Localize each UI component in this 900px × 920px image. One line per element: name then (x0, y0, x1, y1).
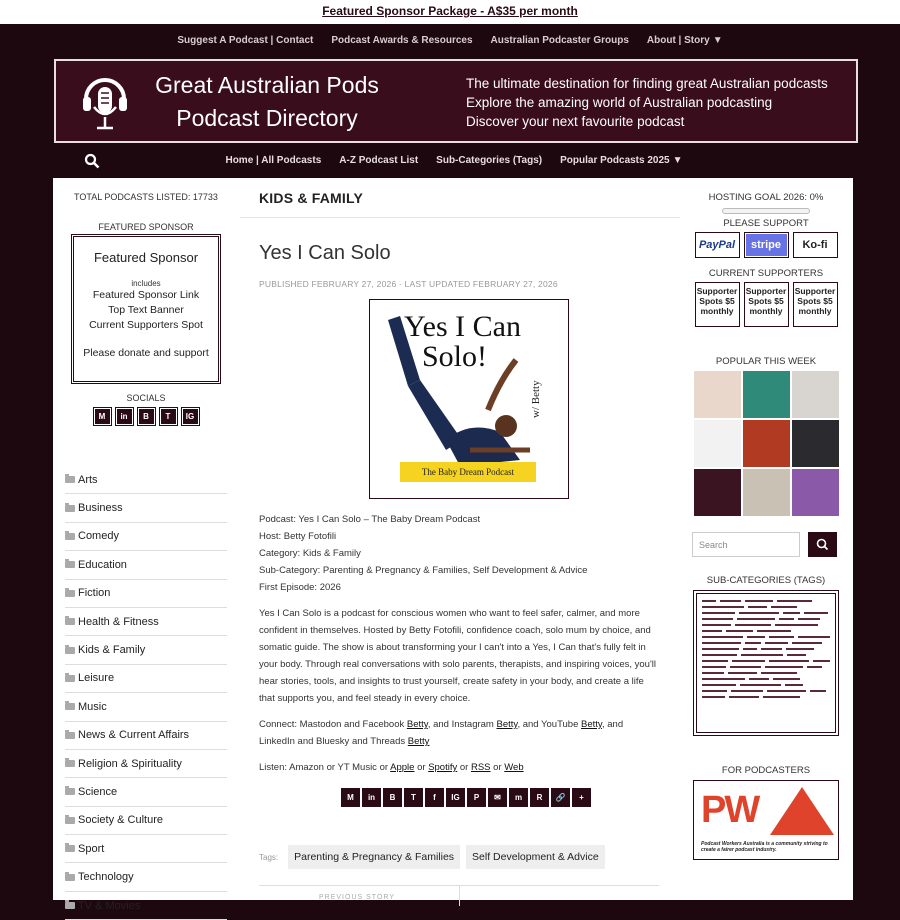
site-title-line1: Great Australian Pods (155, 72, 379, 98)
category-item[interactable] (65, 494, 227, 522)
category-item[interactable] (65, 807, 227, 835)
category-label: TV & Movies (78, 899, 141, 912)
search-input[interactable]: Search (692, 532, 800, 557)
search-button[interactable] (808, 532, 837, 557)
podcast-cover-image (369, 299, 569, 499)
post-navigation (259, 885, 659, 905)
folder-icon (65, 788, 75, 795)
site-banner[interactable] (54, 59, 858, 143)
payment-options (691, 232, 841, 258)
share-pinterest-icon[interactable]: P (467, 788, 486, 807)
kofi-button[interactable]: Ko-fi (793, 232, 838, 258)
podcast-microphone-icon (82, 73, 128, 131)
share-email-icon[interactable]: ✉ (488, 788, 507, 807)
right-sidebar (691, 178, 841, 860)
category-item[interactable] (65, 892, 227, 920)
subcategories-heading: SUB-CATEGORIES (TAGS) (706, 575, 826, 586)
popular-podcasts-grid (691, 371, 841, 516)
folder-icon (65, 590, 75, 597)
folder-icon (65, 618, 75, 625)
site-title-line2: Podcast Directory (176, 105, 358, 131)
sponsor-donate: Please donate and support (83, 347, 209, 359)
sponsor-line2: Top Text Banner (108, 304, 184, 316)
tagline-line3: Discover your next favourite podcast (466, 114, 685, 129)
nav-subcategories[interactable]: Sub-Categories (Tags) (436, 155, 543, 166)
hosting-goal: HOSTING GOAL 2026: 0% (708, 192, 824, 203)
popular-podcast-thumb[interactable] (792, 469, 839, 516)
cover-title-line2: Solo! (422, 340, 488, 373)
folder-icon (65, 845, 75, 852)
share-more-icon[interactable]: + (572, 788, 591, 807)
main-column (240, 178, 680, 869)
share-linkedin-icon[interactable]: in (362, 788, 381, 807)
category-item[interactable] (65, 466, 227, 494)
category-item[interactable] (65, 778, 227, 806)
folder-icon (65, 760, 75, 767)
connect-line: Connect: Mastodon and Facebook Betty, and Instagram Betty, and YouTube Betty, and LinkedIn and Bluesky and Threads Betty (259, 719, 624, 747)
please-support-heading: PLEASE SUPPORT (723, 218, 809, 229)
category-label: Sport (78, 842, 105, 855)
nav-podcast-awards[interactable]: Podcast Awards & Resources (331, 34, 473, 46)
folder-icon (65, 817, 75, 824)
popular-podcast-thumb[interactable] (792, 420, 839, 467)
popular-podcast-thumb[interactable] (694, 371, 741, 418)
web-link[interactable]: Web (504, 762, 524, 773)
category-label: Religion & Spirituality (78, 757, 182, 770)
popular-heading: POPULAR THIS WEEK (715, 356, 817, 367)
instagram-link[interactable]: Betty (496, 719, 518, 730)
category-item[interactable] (65, 580, 227, 608)
popular-podcast-thumb[interactable] (743, 420, 790, 467)
stripe-button[interactable]: stripe (744, 232, 789, 258)
share-instagram-icon[interactable]: IG (446, 788, 465, 807)
share-messenger-icon[interactable]: m (509, 788, 528, 807)
folder-icon (65, 675, 75, 682)
tagline-line1: The ultimate destination for finding great Australian podcasts (466, 76, 828, 91)
info-subcategory: Sub-Category: Parenting & Pregnancy & Families, Self Development & Advice (259, 565, 588, 576)
category-label: Leisure (78, 672, 115, 685)
category-item[interactable] (65, 722, 227, 750)
share-buttons (252, 788, 680, 807)
sponsor-line3: Current Supporters Spot (89, 319, 203, 331)
cover-byline: w/ Betty (530, 380, 542, 418)
search-icon (808, 532, 837, 557)
folder-icon (65, 561, 75, 568)
hosting-goal-progress-bar (722, 208, 810, 214)
nav-podcaster-groups[interactable]: Australian Podcaster Groups (490, 34, 629, 46)
chevron-down-icon: ▼ (672, 155, 683, 166)
info-podcast: Podcast: Yes I Can Solo – The Baby Dream Podcast (259, 514, 481, 525)
sidebar-search (692, 532, 841, 557)
category-label: Kids & Family (78, 644, 146, 657)
category-item[interactable] (65, 863, 227, 891)
share-bluesky-icon[interactable]: B (383, 788, 402, 807)
podcast-info (259, 511, 680, 596)
popular-podcast-thumb[interactable] (743, 469, 790, 516)
category-list (65, 466, 227, 920)
category-label: Arts (78, 473, 98, 486)
linkedin-icon[interactable]: in (115, 407, 134, 426)
sponsor-includes: includes (131, 279, 161, 288)
social-links (65, 407, 227, 426)
category-item[interactable] (65, 750, 227, 778)
facebook-link[interactable]: Betty (406, 719, 428, 730)
folder-icon (65, 874, 75, 881)
nav-popular-label: Popular Podcasts 2025 (560, 155, 670, 166)
share-copy-link-icon[interactable]: 🔗 (551, 788, 570, 807)
category-label: Technology (78, 871, 134, 884)
top-navigation (0, 24, 900, 56)
instagram-icon[interactable]: IG (181, 407, 200, 426)
bluesky-icon[interactable]: B (137, 407, 156, 426)
post-tags (259, 845, 680, 869)
folder-icon (65, 533, 75, 540)
category-item[interactable] (65, 835, 227, 863)
site-tagline (466, 74, 828, 131)
total-podcasts: TOTAL PODCASTS LISTED: 17733 (74, 192, 218, 202)
threads-icon[interactable]: T (159, 407, 178, 426)
share-threads-icon[interactable]: T (404, 788, 423, 807)
previous-story-link[interactable]: PREVIOUS STORY (319, 894, 395, 901)
category-item[interactable] (65, 636, 227, 664)
post-meta: PUBLISHED FEBRUARY 27, 2026 · LAST UPDATED FEBRUARY 27, 2026 (259, 279, 558, 289)
category-label: Science (78, 785, 118, 798)
category-label: Health & Fitness (78, 615, 159, 628)
site-title (152, 69, 382, 135)
popular-podcast-thumb[interactable] (792, 371, 839, 418)
popular-podcast-thumb[interactable] (694, 420, 741, 467)
paypal-button[interactable]: PayPal (695, 232, 740, 258)
category-label: Society & Culture (78, 814, 163, 827)
nav-home[interactable]: Home | All Podcasts (225, 155, 322, 166)
tag-link[interactable]: Self Development & Advice (466, 845, 605, 869)
category-label: News & Current Affairs (78, 729, 190, 742)
podcast-workers-australia-logo[interactable] (693, 780, 839, 860)
category-label: Music (78, 700, 107, 713)
sponsor-line1: Featured Sponsor Link (92, 289, 200, 301)
mastodon-icon[interactable]: M (93, 407, 112, 426)
pwa-triangle-icon (770, 787, 834, 835)
folder-icon (65, 902, 75, 909)
tag-link[interactable]: Parenting & Pregnancy & Families (288, 845, 460, 869)
apple-link[interactable]: Apple (390, 762, 415, 773)
threads-link[interactable]: Betty (407, 736, 430, 747)
share-reddit-icon[interactable]: R (530, 788, 549, 807)
rss-link[interactable]: RSS (470, 762, 491, 773)
nav-about[interactable] (647, 35, 723, 46)
category-item[interactable] (65, 523, 227, 551)
supporter-spot[interactable]: Supporter Spots $5 monthly (695, 282, 740, 327)
supporter-spot[interactable]: Supporter Spots $5 monthly (744, 282, 789, 327)
tags-label: Tags: (259, 852, 279, 862)
category-item[interactable] (65, 693, 227, 721)
cover-band: The Baby Dream Podcast (400, 462, 536, 482)
chevron-down-icon: ▼ (712, 34, 723, 46)
listen-line: Listen: Amazon or YT Music or Apple or Spotify or RSS or Web (259, 762, 524, 773)
post-title: Yes I Can Solo (259, 242, 391, 264)
sponsor-top-bar (0, 0, 900, 24)
info-host: Host: Betty Fotofili (259, 531, 337, 542)
popular-podcast-thumb[interactable] (743, 371, 790, 418)
socials-heading: SOCIALS (126, 393, 166, 403)
featured-sponsor-link[interactable]: Featured Sponsor Package - A$35 per month (322, 4, 578, 18)
nav-suggest-podcast[interactable]: Suggest A Podcast | Contact (177, 34, 314, 46)
left-sidebar (65, 178, 227, 920)
category-label: Business (78, 502, 123, 515)
current-supporters-heading: CURRENT SUPPORTERS (708, 268, 824, 279)
folder-icon (65, 647, 75, 654)
youtube-link[interactable]: Betty (581, 719, 602, 730)
share-facebook-icon[interactable]: f (425, 788, 444, 807)
folder-icon (65, 476, 75, 483)
spotify-link[interactable]: Spotify (428, 762, 458, 773)
sponsor-title: Featured Sponsor (93, 250, 199, 265)
pwa-caption: Podcast Workers Australia is a community striving to create a fairer podcast industry. (701, 841, 828, 853)
category-item[interactable] (65, 608, 227, 636)
podcast-description: Yes I Can Solo is a podcast for conscious women who want to feel safer, calmer, and more confident in themselves. Hosted by Betty Fotofili, confidence coach, solo mum by choice, and somatic guide. The show is about transforming your I can't into a Yes, I Can that's fully felt in your body. Through real conversations with solo parents, therapists, and inspiring voices, you'll hear stories, tools, and insights to trust yourself, create safety in your body, and create a life that supports you, and feel steady in every choice. (259, 608, 656, 704)
info-category: Category: Kids & Family (259, 548, 361, 559)
folder-icon (65, 505, 75, 512)
for-podcasters-heading: FOR PODCASTERS (721, 765, 811, 776)
pwa-letters: PW (701, 789, 759, 831)
nav-az-list[interactable]: A-Z Podcast List (339, 155, 419, 166)
main-navigation (54, 143, 854, 178)
nav-about-label: About | Story (646, 34, 710, 46)
page-content (53, 178, 853, 912)
folder-icon (65, 732, 75, 739)
category-item[interactable] (65, 551, 227, 579)
post-body (259, 605, 661, 776)
category-label: Education (78, 558, 127, 571)
tagline-line2: Explore the amazing world of Australian podcasting (466, 95, 773, 110)
supporter-spot[interactable]: Supporter Spots $5 monthly (793, 282, 838, 327)
featured-sponsor-box[interactable] (73, 236, 219, 382)
info-first-episode: First Episode: 2026 (259, 582, 341, 593)
category-label: Fiction (78, 587, 111, 600)
featured-sponsor-heading: FEATURED SPONSOR (98, 222, 194, 232)
subcategories-tag-cloud[interactable] (693, 590, 839, 736)
category-item[interactable] (65, 665, 227, 693)
popular-podcast-thumb[interactable] (694, 469, 741, 516)
category-label: Comedy (78, 530, 119, 543)
cover-title-line1: Yes I Can (404, 310, 521, 343)
folder-icon (65, 703, 75, 710)
supporter-spots (691, 282, 841, 327)
nav-popular[interactable] (560, 155, 682, 166)
category-heading: KIDS & FAMILY (240, 178, 680, 218)
share-mastodon-icon[interactable]: M (341, 788, 360, 807)
